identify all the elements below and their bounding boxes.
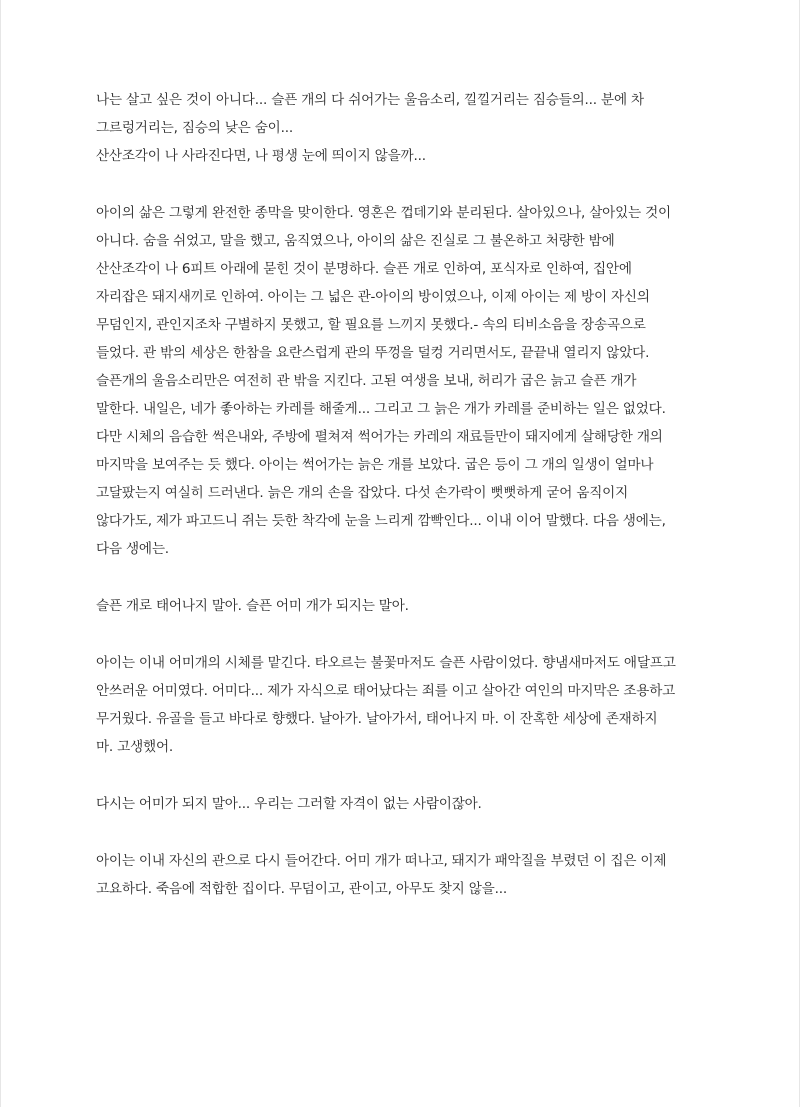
text-line: 자리잡은 돼지새끼로 인하여. 아이는 그 넓은 관-아이의 방이였으나, 이제 아이는 제 방이 자신의 — [96, 289, 650, 305]
text-line: 아이는 이내 자신의 관으로 다시 들어간다. 어미 개가 떠나고, 돼지가 패악질을 부렸던 이 집은 이제 — [96, 853, 667, 869]
text-line: 아니다. 숨을 쉬었고, 말을 했고, 움직였으나, 아이의 삶은 진실로 그 불온하고 처량한 밤에 — [96, 233, 615, 249]
text-line: 무덤인지, 관인지조차 구별하지 못했고, 할 필요를 느끼지 못했다.- 속의 티비소음을 장송곡으로 — [96, 317, 646, 333]
paragraph — [96, 199, 726, 563]
document-body — [96, 86, 726, 903]
paragraph — [96, 847, 726, 903]
text-line: 산산조각이 나 6피트 아래에 묻힌 것이 분명하다. 슬픈 개로 인하여, 포식자로 인하여, 집안에 — [96, 261, 632, 277]
paragraph-gap — [96, 818, 726, 847]
text-line: 다음 생에는. — [96, 541, 169, 557]
paragraph-gap — [96, 761, 726, 790]
text-line: 안쓰러운 어미였다. 어미다... 제가 자식으로 태어났다는 죄를 이고 살아간 여인의 마지막은 조용하고 — [96, 683, 676, 699]
text-line: 고달팠는지 여실히 드러낸다. 늙은 개의 손을 잡았다. 다섯 손가락이 뻣뻣하게 굳어 움직이지 — [96, 485, 629, 501]
text-line: 다만 시체의 음습한 썩은내와, 주방에 펼쳐져 썩어가는 카레의 재료들만이 돼지에게 살해당한 개의 — [96, 429, 663, 445]
paragraph-gap — [96, 170, 726, 199]
text-line: 말한다. 내일은, 네가 좋아하는 카레를 해줄게... 그리고 그 늙은 개가 카레를 준비하는 일은 없었다. — [96, 401, 666, 417]
text-line: 나는 살고 싶은 것이 아니다... 슬픈 개의 다 쉬어가는 울음소리, 낄낄거리는 짐승들의... 분에 차 — [96, 92, 644, 108]
paragraph-gap — [96, 563, 726, 592]
text-line: 고요하다. 죽음에 적합한 집이다. 무덤이고, 관이고, 아무도 찾지 않을... — [96, 881, 507, 897]
text-line: 들었다. 관 밖의 세상은 한참을 요란스럽게 관의 뚜껑을 덜컹 거리면서도, 끝끝내 열리지 않았다. — [96, 345, 650, 361]
text-line: 슬픈개의 울음소리만은 여전히 관 밖을 지킨다. 고된 여생을 보내, 허리가 굽은 늙고 슬픈 개가 — [96, 373, 637, 389]
text-line: 무거웠다. 유골을 들고 바다로 향했다. 날아가. 날아가서, 태어나지 마. 이 잔혹한 세상에 존재하지 — [96, 711, 658, 727]
text-line: 않다가도, 제가 파고드니 쥐는 듯한 착각에 눈을 느리게 깜빡인다... 이내 이어 말했다. 다음 생에는, — [96, 513, 666, 529]
text-line: 슬픈 개로 태어나지 말아. 슬픈 어미 개가 되지는 말아. — [96, 598, 409, 614]
paragraph — [96, 790, 726, 818]
text-line: 마지막을 보여주는 듯 했다. 아이는 썩어가는 늙은 개를 보았다. 굽은 등이 그 개의 일생이 얼마나 — [96, 457, 654, 473]
text-line: 아이의 삶은 그렇게 완전한 종막을 맞이한다. 영혼은 껍데기와 분리된다. 살아있으나, 살아있는 것이 — [96, 205, 671, 221]
text-line: 그르렁거리는, 짐승의 낮은 숨이... — [96, 120, 293, 136]
paragraph — [96, 86, 726, 170]
paragraph — [96, 649, 726, 761]
text-line: 다시는 어미가 되지 말아... 우리는 그러할 자격이 없는 사람이잖아. — [96, 796, 482, 812]
text-line: 마. 고생했어. — [96, 739, 174, 755]
paragraph-gap — [96, 620, 726, 649]
paragraph — [96, 592, 726, 620]
text-line: 아이는 이내 어미개의 시체를 맡긴다. 타오르는 불꽃마저도 슬픈 사람이었다. 향냄새마저도 애달프고 — [96, 655, 676, 671]
text-line: 산산조각이 나 사라진다면, 나 평생 눈에 띄이지 않을까... — [96, 148, 426, 164]
